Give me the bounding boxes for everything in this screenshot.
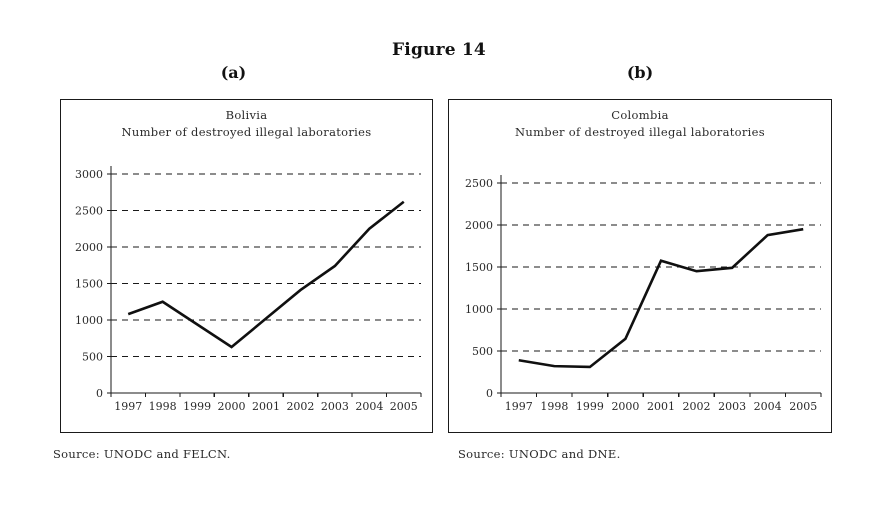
svg-text:2500: 2500	[75, 204, 103, 218]
svg-text:3000: 3000	[75, 168, 103, 181]
bolivia-chart-title: Bolivia	[225, 108, 268, 122]
bolivia-line-chart	[61, 100, 434, 434]
source-note-a: Source: UNODC and FELCN.	[53, 447, 231, 461]
svg-text:2003: 2003	[718, 400, 747, 413]
svg-text:0: 0	[96, 387, 103, 400]
svg-text:2000: 2000	[75, 241, 103, 254]
svg-text:2500: 2500	[465, 177, 493, 190]
panel-b-label: (b)	[626, 63, 654, 82]
svg-text:1998: 1998	[540, 400, 569, 413]
svg-text:1998: 1998	[148, 400, 177, 413]
svg-text:1997: 1997	[114, 400, 143, 413]
bolivia-chart-subtitle: Number of destroyed illegal laboratories	[121, 125, 372, 139]
source-note-b: Source: UNODC and DNE.	[458, 447, 621, 461]
svg-text:1000: 1000	[465, 303, 493, 316]
svg-text:1500: 1500	[75, 277, 103, 291]
svg-text:2002: 2002	[286, 400, 315, 413]
panel-a-label: (a)	[220, 63, 247, 82]
svg-text:2000: 2000	[465, 219, 493, 232]
svg-text:1999: 1999	[575, 400, 604, 413]
svg-text:1999: 1999	[183, 400, 212, 413]
svg-text:2004: 2004	[355, 400, 384, 413]
svg-text:2001: 2001	[252, 400, 280, 413]
svg-text:1000: 1000	[75, 314, 103, 327]
svg-text:1997: 1997	[504, 400, 533, 413]
svg-text:2000: 2000	[217, 400, 246, 413]
figure-title: Figure 14	[392, 40, 486, 60]
svg-text:2005: 2005	[389, 400, 418, 413]
svg-text:2000: 2000	[611, 400, 640, 413]
colombia-chart-subtitle: Number of destroyed illegal laboratories	[515, 125, 765, 139]
svg-text:500: 500	[82, 350, 103, 364]
colombia-chart-panel	[448, 99, 832, 433]
svg-text:500: 500	[472, 345, 493, 358]
svg-text:1500: 1500	[465, 261, 493, 274]
colombia-chart-title: Colombia	[611, 108, 669, 122]
svg-text:2002: 2002	[682, 400, 711, 413]
svg-text:2005: 2005	[789, 400, 818, 413]
bolivia-chart-panel	[60, 99, 433, 433]
svg-text:2003: 2003	[320, 400, 349, 413]
svg-text:2001: 2001	[647, 400, 675, 413]
colombia-line-chart	[449, 100, 833, 434]
svg-text:2004: 2004	[753, 400, 782, 413]
svg-text:0: 0	[486, 387, 493, 400]
